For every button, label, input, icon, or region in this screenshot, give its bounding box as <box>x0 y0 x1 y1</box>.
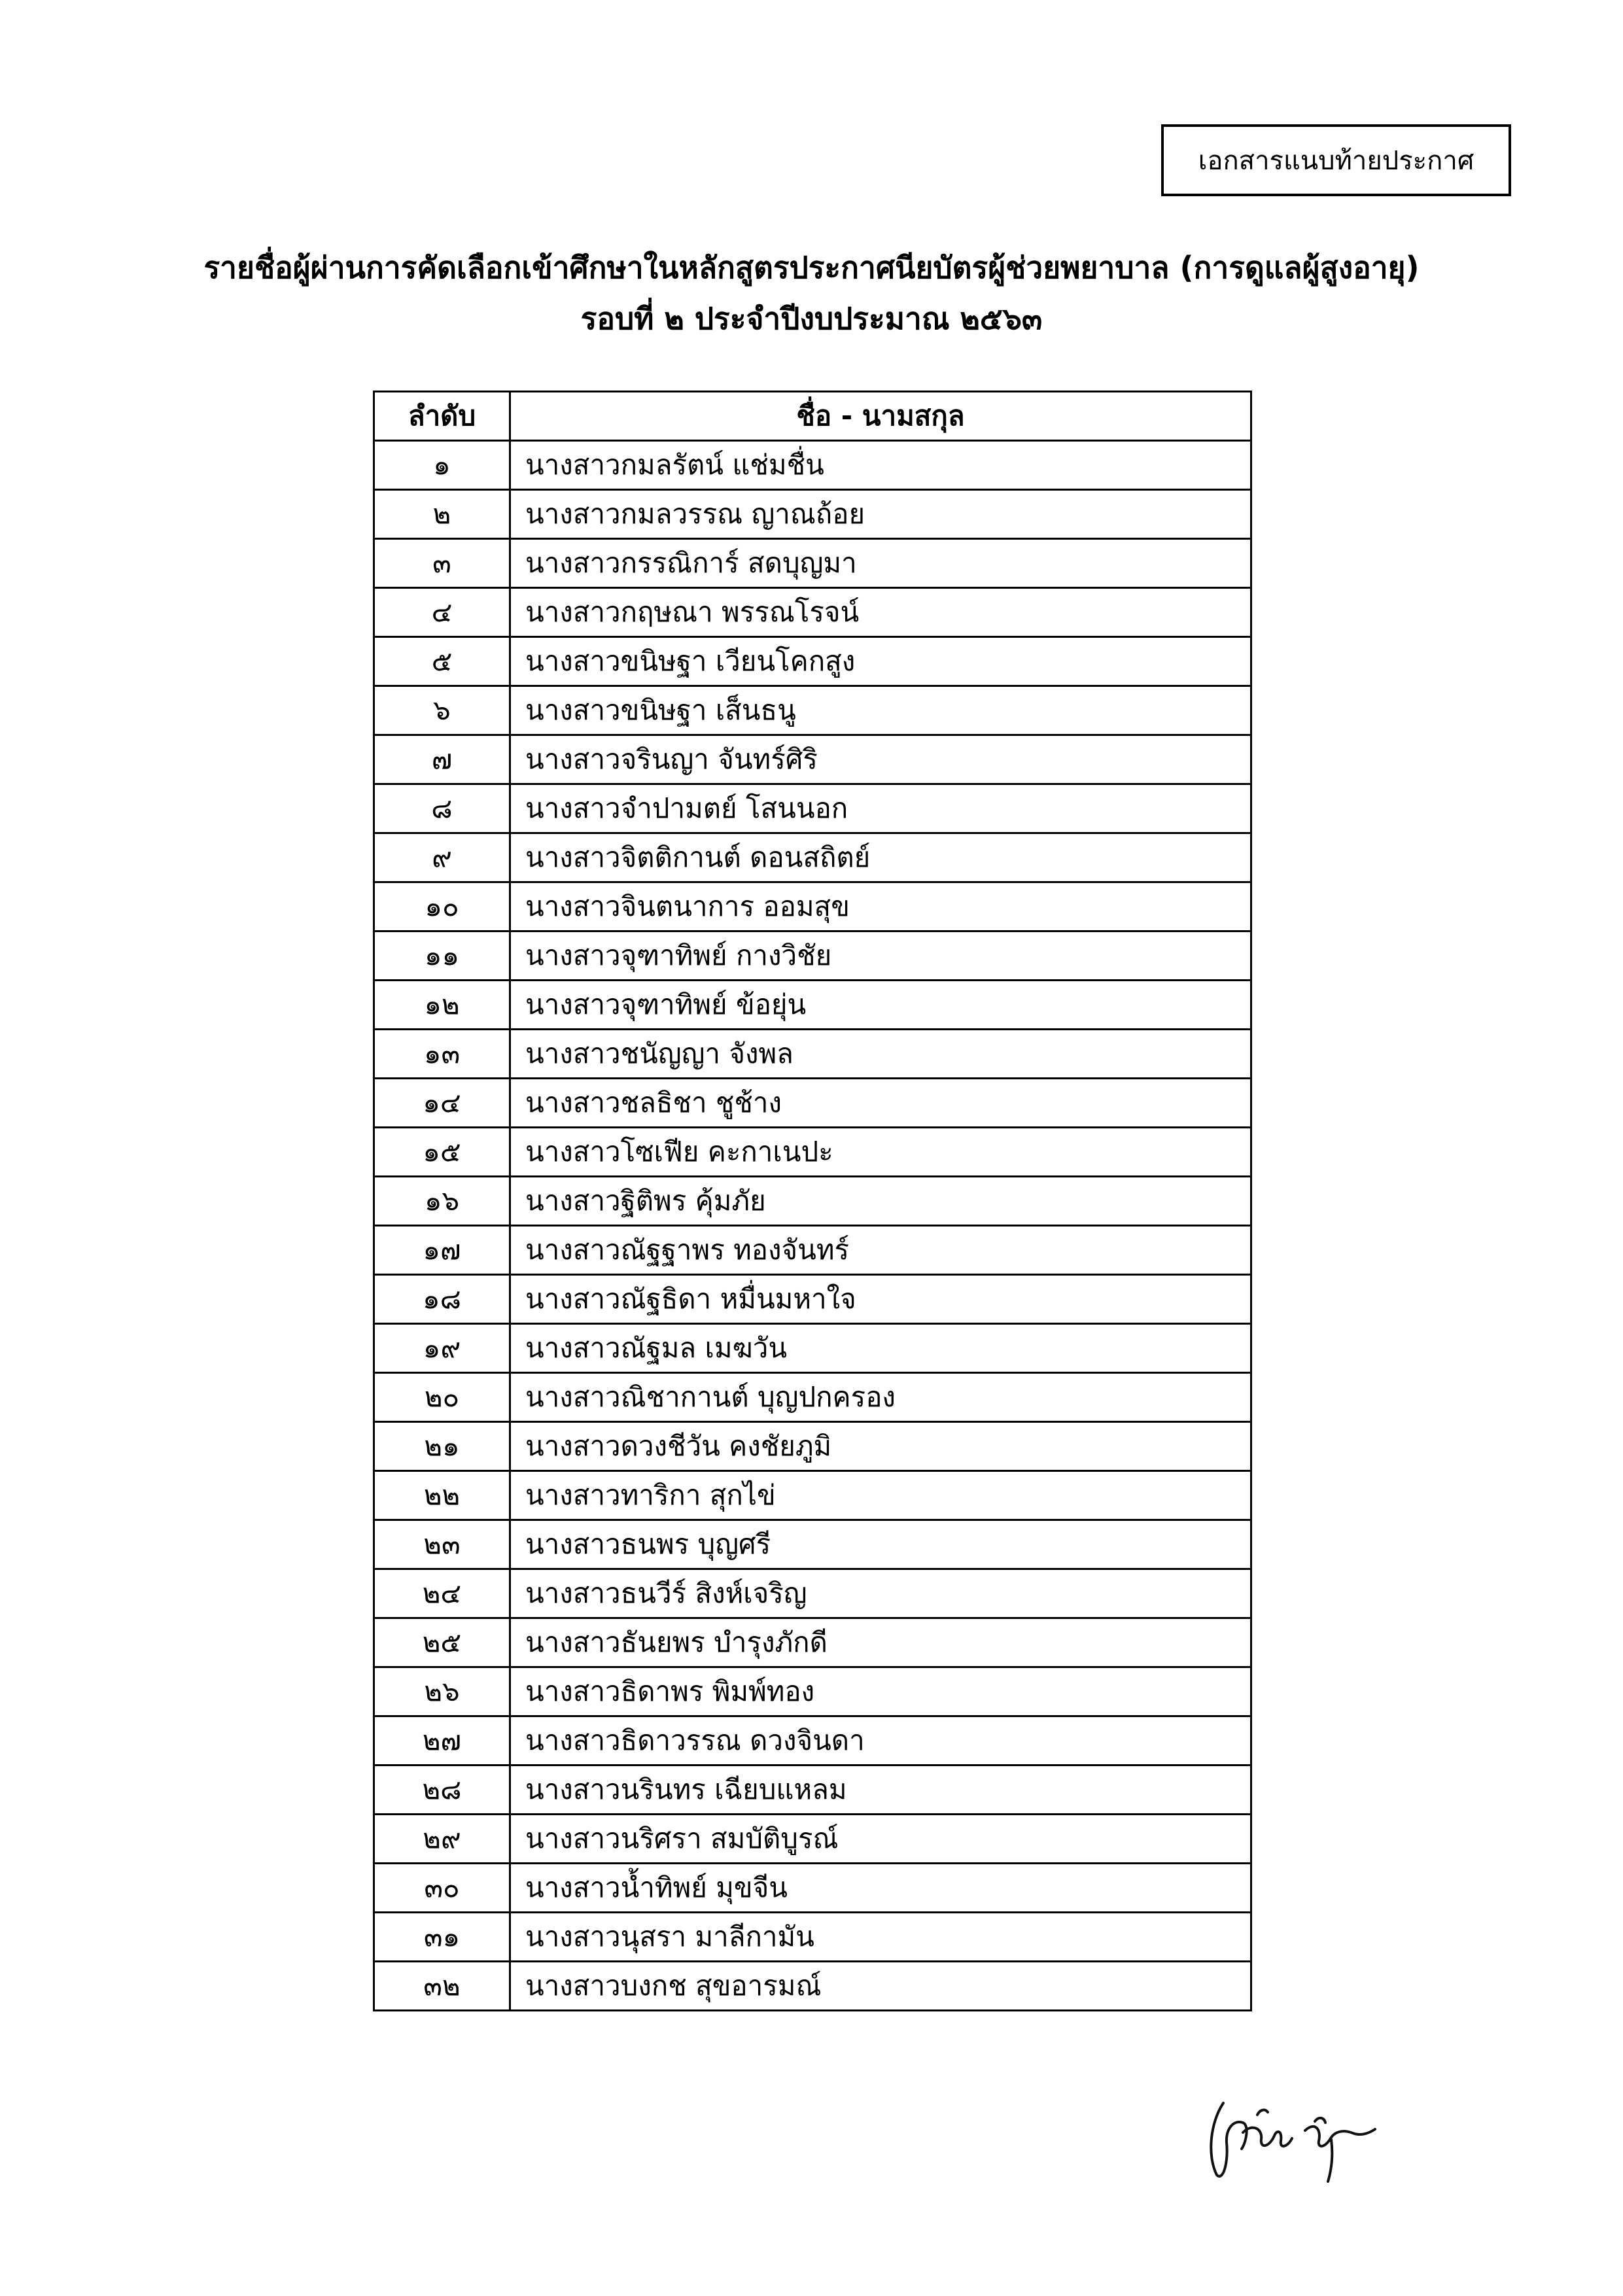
row-number: ๒๕ <box>374 1618 510 1667</box>
table-row <box>374 1864 1251 1913</box>
row-number: ๑๗ <box>374 1226 510 1275</box>
table-row <box>374 1275 1251 1324</box>
table-row <box>374 1471 1251 1520</box>
row-number: ๑๑ <box>374 931 510 981</box>
row-name: นางสาวกฤษณา พรรณโรจน์ <box>510 588 1251 637</box>
row-number: ๒๑ <box>374 1422 510 1471</box>
table-row <box>374 539 1251 588</box>
row-name: นางสาวธิดาพร พิมพ์ทอง <box>510 1667 1251 1716</box>
row-number: ๔ <box>374 588 510 637</box>
row-name: นางสาวจำปามตย์ โสนนอก <box>510 784 1251 833</box>
row-name: นางสาวกรรณิการ์ สดบุญมา <box>510 539 1251 588</box>
title-line-1: รายชื่อผู้ผ่านการคัดเลือกเข้าศึกษาในหลักสูตรประกาศนียบัตรผู้ช่วยพยาบาล (การดูแลผู้สูงอายุ) <box>203 250 1420 285</box>
table-row <box>374 1765 1251 1815</box>
row-name: นางสาวขนิษฐา เส็นธนู <box>510 686 1251 735</box>
table-row <box>374 1422 1251 1471</box>
row-name: นางสาวฐิติพร คุ้มภัย <box>510 1177 1251 1226</box>
row-number: ๓ <box>374 539 510 588</box>
table-row <box>374 1667 1251 1716</box>
row-number: ๑๙ <box>374 1324 510 1373</box>
row-name: นางสาวขนิษฐา เวียนโคกสูง <box>510 637 1251 686</box>
row-name: นางสาวธันยพร บำรุงภักดี <box>510 1618 1251 1667</box>
row-number: ๘ <box>374 784 510 833</box>
row-name: นางสาวธนวีร์ สิงห์เจริญ <box>510 1569 1251 1618</box>
row-number: ๖ <box>374 686 510 735</box>
table-row <box>374 1716 1251 1765</box>
table-row <box>374 1226 1251 1275</box>
table-row <box>374 1373 1251 1422</box>
row-number: ๒ <box>374 490 510 539</box>
table-row <box>374 784 1251 833</box>
column-header-number: ลำดับ <box>374 392 510 441</box>
row-number: ๑๓ <box>374 1030 510 1079</box>
row-name: นางสาวจรินญา จันทร์ศิริ <box>510 735 1251 784</box>
row-number: ๑๖ <box>374 1177 510 1226</box>
row-number: ๒๒ <box>374 1471 510 1520</box>
handwritten-signature <box>1197 2083 1393 2188</box>
document-title <box>0 242 1623 344</box>
table-row <box>374 1520 1251 1569</box>
row-number: ๑๘ <box>374 1275 510 1324</box>
row-number: ๑ <box>374 441 510 490</box>
table-row <box>374 981 1251 1030</box>
row-name: นางสาวทาริกา สุกไข่ <box>510 1471 1251 1520</box>
row-number: ๓๒ <box>374 1962 510 2011</box>
row-number: ๗ <box>374 735 510 784</box>
row-number: ๒๖ <box>374 1667 510 1716</box>
table-row <box>374 1815 1251 1864</box>
table-row <box>374 1324 1251 1373</box>
table-row <box>374 1128 1251 1177</box>
row-name: นางสาวจินตนาการ ออมสุข <box>510 882 1251 931</box>
table-row <box>374 882 1251 931</box>
table-row <box>374 1913 1251 1962</box>
row-name: นางสาวจุฑาทิพย์ กางวิชัย <box>510 931 1251 981</box>
row-name: นางสาวธนพร บุญศรี <box>510 1520 1251 1569</box>
row-name: นางสาวนริศรา สมบัติบูรณ์ <box>510 1815 1251 1864</box>
row-number: ๒๓ <box>374 1520 510 1569</box>
table-body <box>374 441 1251 2011</box>
row-name: นางสาวชลธิชา ชูช้าง <box>510 1079 1251 1128</box>
row-name: นางสาวชนัญญา จังพล <box>510 1030 1251 1079</box>
row-name: นางสาวกมลวรรณ ญาณถ้อย <box>510 490 1251 539</box>
row-name: นางสาวกมลรัตน์ แช่มชื่น <box>510 441 1251 490</box>
row-name: นางสาวณิชากานต์ บุญปกครอง <box>510 1373 1251 1422</box>
row-name: นางสาวน้ำทิพย์ มุขจีน <box>510 1864 1251 1913</box>
row-number: ๑๐ <box>374 882 510 931</box>
row-number: ๑๔ <box>374 1079 510 1128</box>
row-number: ๒๘ <box>374 1765 510 1815</box>
row-number: ๑๕ <box>374 1128 510 1177</box>
row-number: ๙ <box>374 833 510 882</box>
table-row <box>374 490 1251 539</box>
row-name: นางสาวณัฐมล เมฆวัน <box>510 1324 1251 1373</box>
row-number: ๓๐ <box>374 1864 510 1913</box>
table-row <box>374 931 1251 981</box>
row-name: นางสาวโซเฟีย คะกาเนปะ <box>510 1128 1251 1177</box>
row-name: นางสาวณัฐฐาพร ทองจันทร์ <box>510 1226 1251 1275</box>
row-name: นางสาวนรินทร เฉียบแหลม <box>510 1765 1251 1815</box>
table-row <box>374 1177 1251 1226</box>
row-number: ๒๐ <box>374 1373 510 1422</box>
table-row <box>374 588 1251 637</box>
column-header-name: ชื่อ - นามสกุล <box>510 392 1251 441</box>
row-name: นางสาวจิตติกานต์ ดอนสถิตย์ <box>510 833 1251 882</box>
table-row <box>374 1030 1251 1079</box>
table-row <box>374 637 1251 686</box>
table-header-row <box>374 392 1251 441</box>
table-row <box>374 441 1251 490</box>
table-row <box>374 686 1251 735</box>
row-number: ๓๑ <box>374 1913 510 1962</box>
table-row <box>374 1079 1251 1128</box>
row-name: นางสาวนุสรา มาลีกามัน <box>510 1913 1251 1962</box>
row-number: ๑๒ <box>374 981 510 1030</box>
table-row <box>374 735 1251 784</box>
row-number: ๒๗ <box>374 1716 510 1765</box>
names-table <box>373 391 1252 2011</box>
row-name: นางสาวจุฑาทิพย์ ข้อยุ่น <box>510 981 1251 1030</box>
table-row <box>374 1962 1251 2011</box>
row-number: ๒๙ <box>374 1815 510 1864</box>
title-line-2: รอบที่ ๒ ประจำปีงบประมาณ ๒๕๖๓ <box>580 301 1043 336</box>
table-row <box>374 833 1251 882</box>
row-number: ๒๔ <box>374 1569 510 1618</box>
row-name: นางสาวธิดาวรรณ ดวงจินดา <box>510 1716 1251 1765</box>
row-number: ๕ <box>374 637 510 686</box>
table-row <box>374 1618 1251 1667</box>
row-name: นางสาวบงกช สุขอารมณ์ <box>510 1962 1251 2011</box>
attachment-label: เอกสารแนบท้ายประกาศ <box>1161 124 1511 196</box>
table-row <box>374 1569 1251 1618</box>
row-name: นางสาวดวงชีวัน คงชัยภูมิ <box>510 1422 1251 1471</box>
row-name: นางสาวณัฐธิดา หมื่นมหาใจ <box>510 1275 1251 1324</box>
